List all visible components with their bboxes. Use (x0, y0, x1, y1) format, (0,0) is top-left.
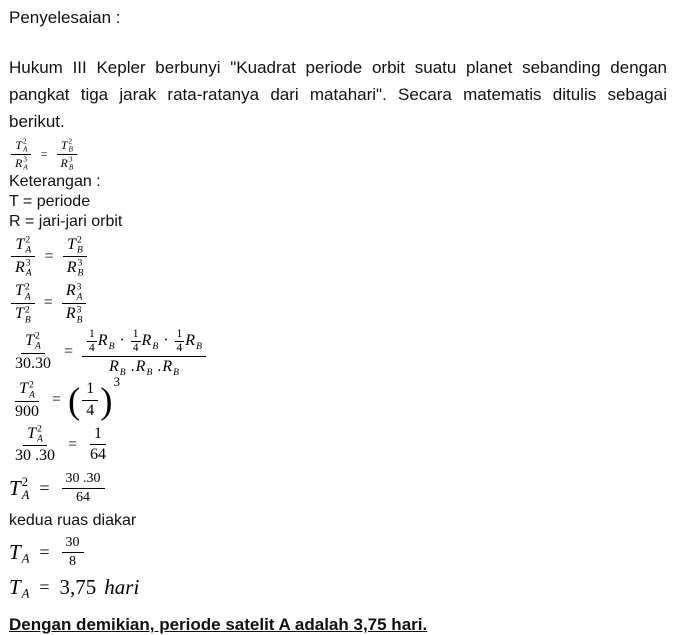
math-superscript: 2 (21, 474, 28, 489)
math-numerator (62, 471, 105, 489)
math-dot-operator: . (157, 358, 162, 376)
math-scripts (25, 236, 31, 256)
math-subscript: B (108, 340, 115, 352)
math-right-paren: ) (100, 379, 113, 421)
math-subscript: A (35, 341, 41, 353)
math-number: 900 (15, 402, 39, 420)
math-operator: = (44, 247, 54, 265)
math-numerator (21, 331, 45, 353)
math-subscript: A (21, 487, 30, 502)
math-operator: = (39, 542, 50, 563)
math-symbol (67, 258, 84, 278)
math-scripts (23, 138, 27, 153)
math-superscript: 2 (25, 234, 31, 246)
keterangan-item-periode: T = periode (9, 193, 91, 211)
math-symbol-base: R (65, 305, 76, 323)
math-number: 4 (89, 341, 95, 354)
math-superscript: 2 (35, 330, 40, 342)
math-symbol-base: T (60, 137, 68, 152)
math-denominator (86, 445, 110, 464)
math-symbol-base: T (25, 332, 35, 350)
equation-one-over-64 (9, 424, 669, 466)
math-scripts (77, 259, 83, 279)
math-scripts (77, 305, 83, 325)
math-fraction (87, 328, 97, 355)
math-symbol-base: T (15, 282, 24, 300)
math-symbol (162, 358, 179, 376)
math-numerator (87, 328, 97, 342)
math-operator: = (39, 576, 50, 597)
math-symbol-base: R (109, 358, 119, 376)
math-number: 64 (90, 446, 107, 464)
math-numerator (131, 328, 141, 342)
math-denominator (11, 155, 32, 171)
math-symbol-base: R (65, 282, 76, 300)
math-numerator (11, 138, 31, 155)
step-note: kedua ruas diakar (9, 511, 137, 529)
math-denominator (175, 342, 185, 355)
math-superscript: 2 (68, 137, 73, 146)
math-denominator (62, 304, 87, 325)
math-symbol (15, 138, 27, 153)
math-fraction (57, 138, 78, 171)
math-superscript: 3 (77, 257, 83, 269)
math-symbol-base: R (66, 259, 77, 277)
math-numerator (11, 235, 35, 257)
math-denominator (11, 304, 35, 325)
math-numerator (23, 424, 47, 446)
math-operator: · (163, 332, 169, 350)
math-subscript: B (173, 366, 179, 378)
math-symbol-base: T (27, 424, 37, 442)
math-subscript: A (23, 144, 28, 153)
math-number: 1 (94, 424, 103, 442)
math-scripts (35, 332, 41, 352)
math-exponent: 3 (113, 375, 120, 390)
math-scripts (77, 236, 83, 256)
math-symbol-base: T (9, 476, 21, 501)
math-number: 64 (76, 489, 91, 505)
equation-kepler-law-small (9, 138, 669, 171)
math-symbol (9, 475, 29, 501)
math-subscript: B (146, 366, 153, 378)
math-number: 30 (65, 534, 80, 550)
math-denominator (82, 401, 98, 420)
math-symbol-base: T (15, 137, 23, 152)
math-number: 1 (89, 327, 95, 340)
math-scripts (23, 157, 27, 172)
math-scripts (29, 380, 35, 400)
math-symbol-base: R (135, 358, 146, 376)
math-numerator (57, 138, 77, 155)
math-scripts (26, 259, 32, 279)
math-subscript: A (21, 551, 30, 566)
math-superscript: 2 (29, 379, 34, 391)
math-number: 3,75 (59, 575, 97, 600)
math-subscript: A (23, 163, 28, 172)
math-fraction (11, 138, 32, 171)
math-left-paren: ( (68, 379, 81, 421)
math-fraction (11, 235, 36, 278)
math-symbol-base: T (15, 305, 24, 323)
math-denominator (87, 342, 97, 355)
math-symbol (9, 575, 29, 599)
math-numerator (11, 282, 35, 304)
math-fraction (62, 471, 105, 506)
math-superscript: 2 (77, 234, 82, 246)
equation-ta-squared (9, 471, 669, 506)
math-denominator (57, 155, 78, 171)
math-symbol-base: R (185, 332, 196, 350)
math-operator: = (39, 477, 50, 498)
math-number: 1 (86, 380, 95, 398)
math-numerator (15, 380, 39, 402)
math-subscript: B (196, 340, 202, 352)
math-numerator (82, 328, 206, 357)
math-fraction (82, 380, 98, 420)
math-number: 30 .30 (15, 447, 55, 465)
math-superscript: 2 (24, 304, 30, 316)
math-paren-group (68, 375, 120, 421)
math-subscript: B (76, 314, 83, 326)
math-symbol-base: R (141, 332, 152, 350)
math-symbol (15, 258, 32, 278)
math-operator: = (64, 342, 74, 360)
solution-heading: Penyelesaian : (9, 8, 121, 27)
math-symbol (66, 305, 83, 325)
math-subscript: A (25, 244, 32, 256)
math-symbol (9, 540, 29, 564)
math-scripts (22, 476, 30, 502)
math-symbol (19, 380, 35, 400)
math-number: 4 (86, 401, 95, 419)
math-operator: = (52, 391, 62, 409)
math-fraction (11, 331, 55, 373)
math-subscript: B (119, 366, 126, 378)
math-subscript: B (77, 268, 84, 280)
math-symbol (185, 332, 202, 350)
math-fraction (175, 328, 185, 355)
math-superscript: 3 (68, 155, 73, 164)
math-numerator (82, 380, 98, 400)
math-superscript: 3 (23, 155, 27, 164)
math-symbol-base: R (15, 155, 23, 170)
math-symbol (15, 282, 31, 302)
math-symbol (142, 332, 159, 350)
math-subscript: A (37, 433, 43, 445)
math-symbol (136, 358, 153, 376)
math-fraction (131, 328, 141, 355)
math-superscript: 2 (23, 137, 27, 146)
math-symbol-base: R (97, 332, 108, 350)
math-symbol (25, 331, 41, 351)
math-fraction (62, 535, 84, 570)
math-symbol (15, 235, 31, 255)
math-symbol (67, 235, 83, 255)
math-scripts (37, 425, 43, 445)
math-scripts (69, 138, 73, 153)
math-operator: = (68, 435, 78, 453)
math-operator: · (119, 332, 125, 350)
equation-power-form (9, 375, 669, 422)
math-symbol (61, 138, 73, 153)
equation-ta-fraction (9, 535, 669, 570)
math-number: 30 .30 (65, 470, 101, 486)
math-number: 1 (132, 327, 139, 340)
math-symbol-base: T (9, 575, 21, 600)
math-superscript: 3 (25, 257, 31, 269)
math-symbol-base: R (162, 358, 173, 376)
math-subscript: A (24, 291, 31, 303)
conclusion-statement: Dengan demikian, periode satelit A adalah 3,75 hari. (9, 615, 428, 635)
math-symbol-base: T (15, 236, 25, 254)
math-symbol (66, 282, 83, 302)
math-subscript: B (24, 314, 31, 326)
math-fraction (86, 425, 110, 465)
math-denominator (131, 342, 141, 355)
math-superscript: 3 (76, 304, 82, 316)
math-superscript: 2 (24, 281, 30, 293)
math-subscript: B (77, 244, 83, 256)
math-subscript: A (76, 291, 83, 303)
math-number: 8 (69, 553, 77, 569)
math-scripts (77, 282, 83, 302)
math-denominator (65, 553, 80, 570)
math-superscript: 3 (76, 281, 82, 293)
equation-ta-value (9, 575, 669, 599)
math-symbol-base: T (19, 380, 29, 398)
math-scripts (69, 157, 73, 172)
math-unit-text: hari (104, 575, 140, 600)
math-symbol (15, 305, 31, 325)
equation-period-ratio (9, 282, 669, 325)
math-numerator (63, 235, 87, 257)
math-subscript: B (68, 163, 74, 172)
math-denominator (11, 354, 55, 373)
math-numerator (90, 425, 106, 445)
math-fraction (11, 282, 35, 325)
math-scripts (25, 282, 31, 302)
math-denominator (11, 402, 43, 421)
math-superscript: 2 (37, 423, 42, 435)
math-numerator (62, 535, 84, 553)
math-fraction (11, 380, 43, 422)
math-symbol (109, 358, 126, 376)
math-number: 30.30 (15, 354, 51, 372)
math-symbol (15, 156, 28, 171)
math-symbol-base: T (67, 236, 77, 254)
math-subscript: A (21, 586, 30, 601)
keterangan-heading: Keterangan : (9, 173, 101, 191)
math-fraction (63, 235, 88, 278)
math-dot-operator: . (130, 358, 135, 376)
math-symbol-base: T (9, 540, 21, 565)
math-symbol (61, 156, 74, 171)
math-subscript: A (25, 268, 32, 280)
math-operator: = (40, 146, 48, 161)
math-denominator (11, 257, 36, 278)
math-operator: = (43, 293, 53, 311)
kepler-law-statement: Hukum III Kepler berbunyi "Kuadrat periode orbit suatu planet sebanding dengan pangkat tiga jarak rata-ratanya dari matahari". Secara matematis ditulis sebagai berikut. (9, 58, 667, 131)
math-number: 4 (132, 341, 139, 354)
math-fraction (82, 328, 206, 377)
math-denominator (63, 257, 88, 278)
math-number: 1 (176, 327, 183, 340)
math-subscript: B (68, 144, 73, 153)
math-subscript: A (29, 389, 35, 401)
math-denominator (105, 357, 183, 376)
math-subscript: B (152, 340, 159, 352)
math-denominator (72, 489, 94, 506)
math-symbol (27, 424, 43, 444)
math-symbol-base: R (15, 259, 25, 277)
math-paren-inner (80, 380, 100, 420)
math-numerator (62, 282, 87, 304)
math-fraction (62, 282, 87, 325)
math-denominator (11, 446, 59, 465)
equation-kepler-law (9, 235, 669, 278)
math-symbol (98, 332, 115, 350)
math-numerator (175, 328, 185, 342)
math-number: 4 (176, 341, 183, 354)
math-fraction (11, 424, 59, 466)
equation-substitution (9, 328, 669, 377)
keterangan-item-jari-jari: R = jari-jari orbit (9, 213, 123, 231)
math-scripts (25, 305, 31, 325)
math-symbol-base: R (60, 155, 68, 170)
